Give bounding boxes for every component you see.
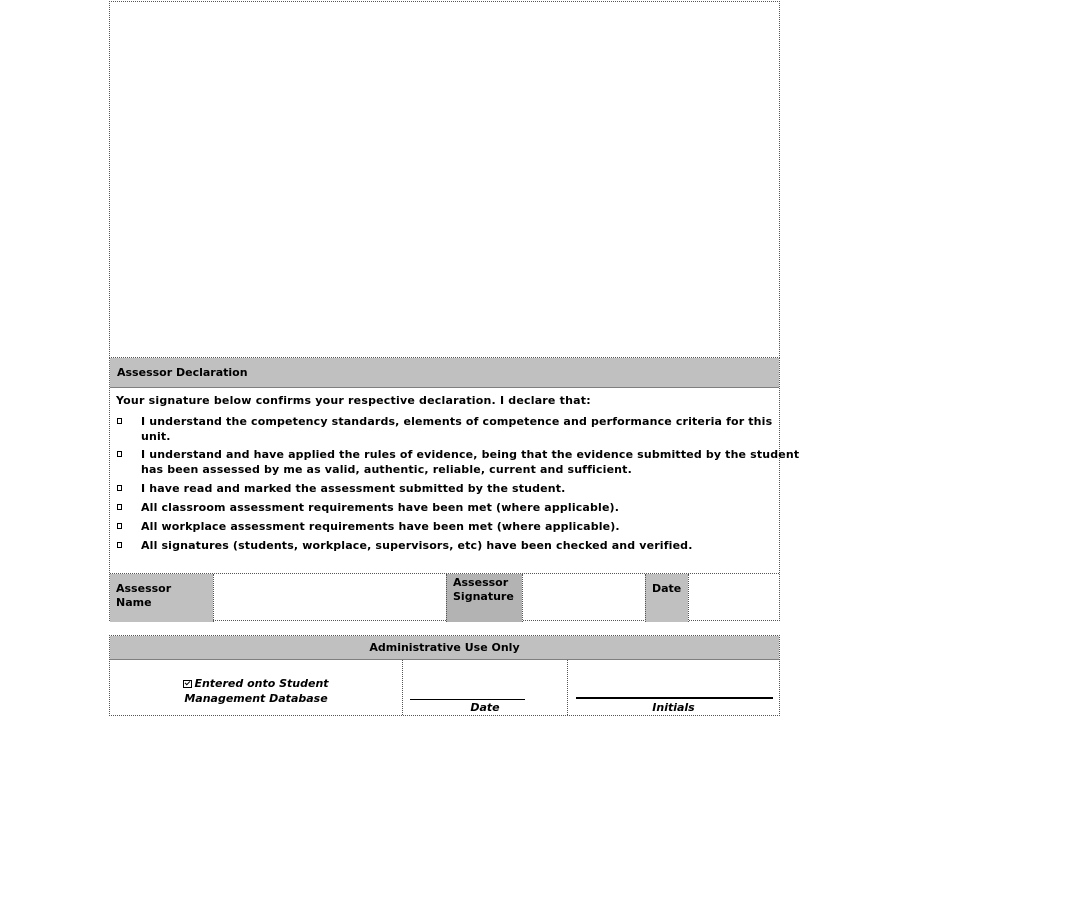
admin-date-cell[interactable]	[402, 660, 567, 715]
bullet-icon	[117, 542, 122, 548]
admin-initials-cell[interactable]	[567, 660, 779, 715]
declaration-item-text: I have read and marked the assessment submitted by the student.	[141, 482, 566, 495]
admin-header: Administrative Use Only	[110, 636, 779, 660]
checkbox-icon[interactable]	[183, 680, 192, 688]
admin-initials-label: Initials	[652, 701, 695, 714]
blank-content-area	[109, 1, 780, 358]
declaration-item	[110, 481, 790, 496]
declaration-item	[110, 538, 790, 553]
bullet-icon	[117, 418, 122, 424]
bullet-icon	[117, 504, 122, 510]
date-label: Date	[645, 574, 688, 622]
bullet-icon	[117, 451, 122, 457]
declaration-item	[110, 500, 790, 515]
bullet-icon	[117, 523, 122, 529]
assessor-declaration-header: Assessor Declaration	[110, 358, 779, 388]
date-underline	[410, 699, 525, 700]
assessor-signature-row	[110, 573, 779, 622]
assessor-declaration-section	[109, 357, 800, 621]
assessor-name-field[interactable]	[213, 574, 446, 622]
assessor-name-label: Assessor Name	[110, 574, 213, 622]
entered-database-cell	[110, 660, 402, 715]
declaration-item-text: All classroom assessment requirements have been met (where applicable).	[141, 501, 620, 514]
bullet-icon	[117, 485, 122, 491]
admin-date-label: Date	[470, 701, 500, 714]
declaration-item-text: I understand and have applied the rules of evidence, being that the evidence submitted by the student has been assessed by me as valid, authentic, reliable, current and sufficient.	[141, 448, 800, 476]
declaration-item-text: All workplace assessment requirements have been met (where applicable).	[141, 520, 620, 533]
assessor-signature-field[interactable]	[522, 574, 645, 622]
entered-database-label: Entered onto Student Management Database	[184, 677, 329, 705]
declaration-item	[110, 414, 790, 444]
declaration-intro: Your signature below confirms your respective declaration. I declare that:	[116, 394, 591, 407]
date-field[interactable]	[688, 574, 779, 622]
declaration-item	[110, 447, 801, 477]
assessor-signature-label: Assessor Signature	[446, 574, 522, 622]
initials-underline	[576, 697, 773, 699]
declaration-list	[110, 414, 800, 557]
declaration-item-text: I understand the competency standards, elements of competence and performance criteria for this unit.	[141, 415, 773, 443]
administrative-use-section	[109, 635, 780, 716]
declaration-item-text: All signatures (students, workplace, supervisors, etc) have been checked and verified.	[141, 539, 693, 552]
declaration-item	[110, 519, 790, 534]
